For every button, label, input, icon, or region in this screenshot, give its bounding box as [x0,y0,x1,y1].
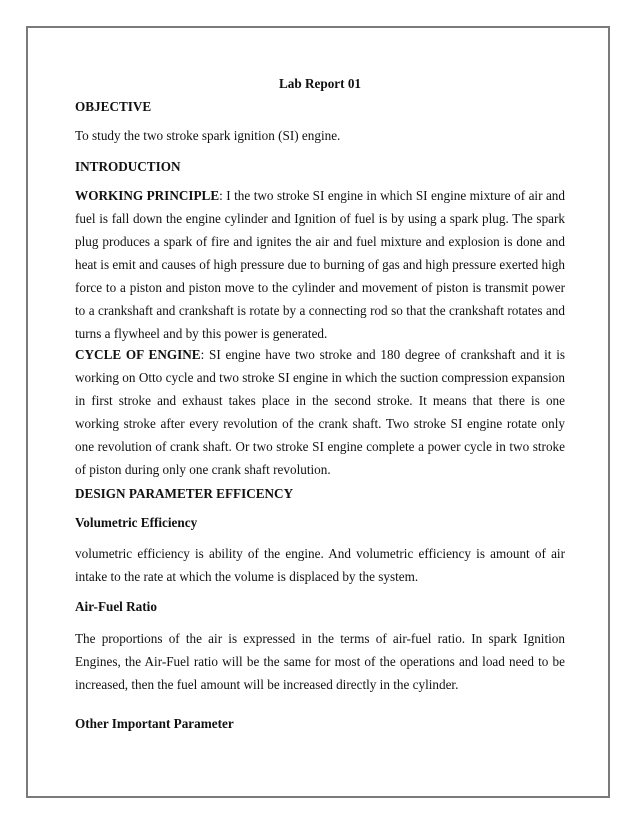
cycle-of-engine-label: CYCLE OF ENGINE [75,347,201,362]
working-principle-text: : I the two stroke SI engine in which SI engine mixture of air and fuel is fall down the engine cylinder and Ignition of fuel is by using a spark plug. The spark plug produces a spark of fire and ignites the air and fuel mixture and explosion is done and heat is emit and causes of high pressure due to burning of gas and high pressure exerted high force to a piston and piston move to the cylinder and movement of piston is transmit power to a crankshaft and crankshaft is rotate by a connecting rod so that the crankshaft rotates and turns a flywheel and by this power is generated. [75,188,565,341]
introduction-heading: INTRODUCTION [75,159,181,174]
objective-text: To study the two stroke spark ignition (SI) engine. [75,128,341,143]
air-fuel-ratio-text: The proportions of the air is expressed in the terms of air-fuel ratio. In spark Ignition Engines, the Air-Fuel ratio will be the same for most of the operations and load need to be increased, then the fuel amount will be increased directly in the cylinder. [75,631,565,692]
other-parameter-heading: Other Important Parameter [75,716,234,731]
volumetric-efficiency-text: volumetric efficiency is ability of the engine. And volumetric efficiency is amount of air intake to the rate at which the volume is displaced by the system. [75,546,565,584]
cycle-of-engine-paragraph [75,343,565,481]
working-principle-paragraph [75,184,565,345]
air-fuel-ratio-heading: Air-Fuel Ratio [75,599,157,614]
volumetric-efficiency-heading: Volumetric Efficiency [75,515,198,530]
objective-heading: OBJECTIVE [75,99,152,114]
design-parameter-heading: DESIGN PARAMETER EFFICENCY [75,486,294,501]
report-title: Lab Report 01 [278,76,362,91]
cycle-of-engine-text: : SI engine have two stroke and 180 degree of crankshaft and it is working on Otto cycle and two stroke SI engine in which the suction compression expansion in first stroke and exhaust takes place in the second stroke. It means that there is one working stroke after every revolution of the crank shaft. Two stroke SI engine rotate only one revolution of crank shaft. Or two stroke SI engine complete a power cycle in two stroke of piston during only one crank shaft revolution. [75,347,566,477]
working-principle-label: WORKING PRINCIPLE [75,188,220,203]
